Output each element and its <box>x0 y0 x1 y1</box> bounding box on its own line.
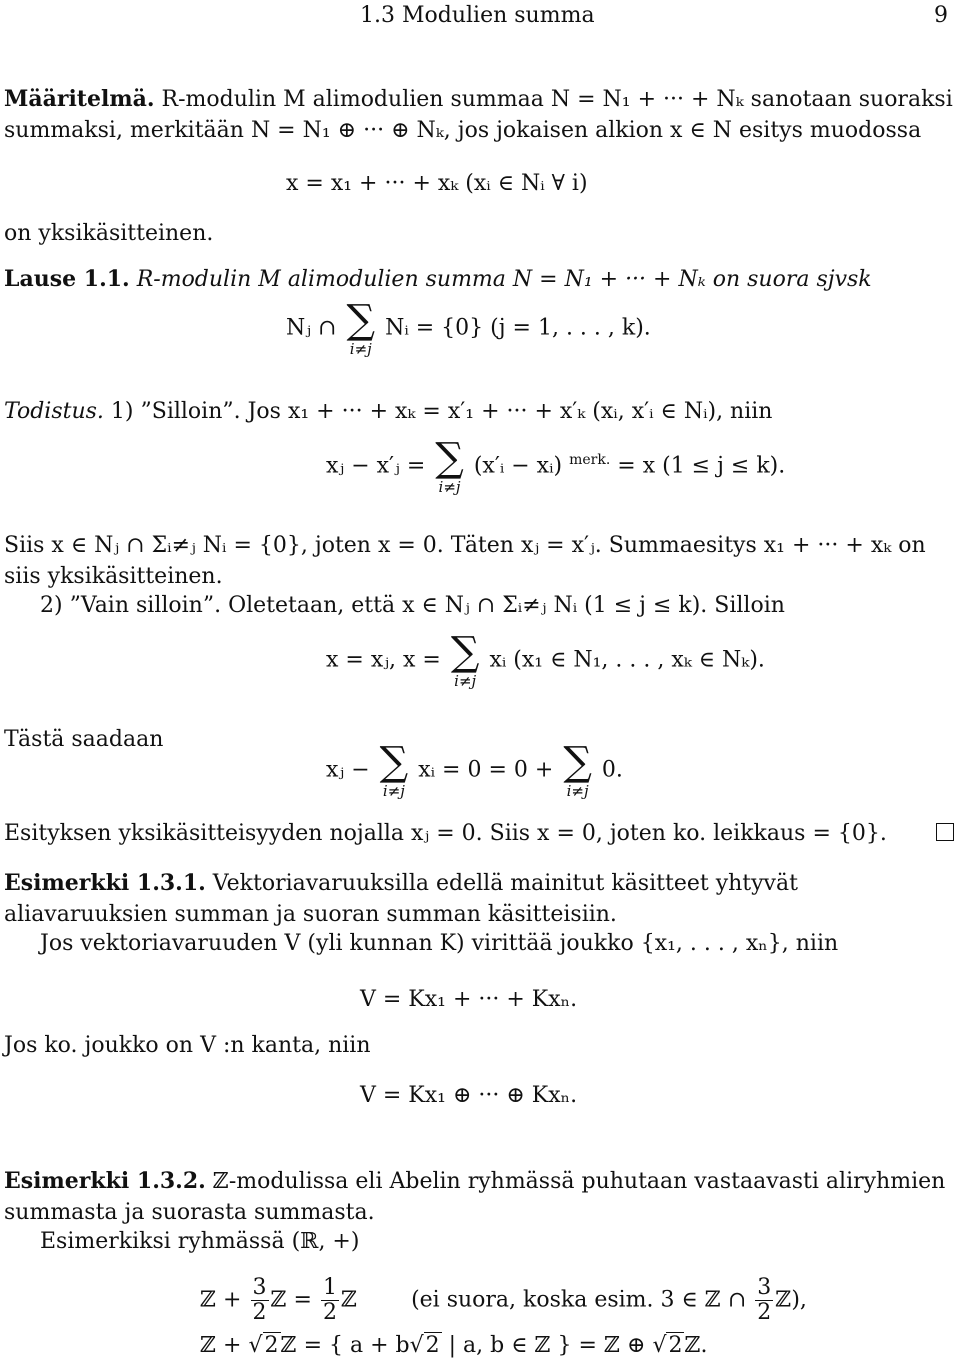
example2-eq1-a: ℤ + <box>200 1287 242 1313</box>
definition-label: Määritelmä. <box>4 86 155 112</box>
proof-eq3-right: 0. <box>601 757 623 783</box>
sqrt-radicand: 2 <box>264 1333 279 1358</box>
proof-eq1-left: xⱼ − x′ⱼ = <box>326 453 426 479</box>
fraction-numerator: 3 <box>757 1275 772 1300</box>
sum-index: i≠j <box>438 478 461 496</box>
proof-eq1-over: merk. <box>569 452 611 469</box>
proof-line3: 2) ”Vain silloin”. Oletetaan, että x ∈ Nⱼ ∩ Σᵢ≠ⱼ Nᵢ (1 ≤ j ≤ k). Silloin <box>40 593 785 618</box>
lemma-formula <box>286 297 651 358</box>
proof-eq3 <box>326 739 623 800</box>
fraction <box>755 1276 773 1325</box>
sqrt-radicand: 2 <box>668 1333 683 1358</box>
example2-eq1-c: ℤ <box>341 1287 358 1313</box>
example2-eq2-d: ℤ. <box>684 1333 708 1358</box>
page-number: 9 <box>934 3 948 28</box>
sum-symbol: ∑ i≠j <box>346 297 376 358</box>
example2-eq2-b: ℤ = { a + b <box>280 1333 410 1358</box>
proof-tasta: Tästä saadaan <box>4 727 164 752</box>
fraction-denominator: 2 <box>757 1300 772 1326</box>
sum-index: i≠j <box>454 672 477 690</box>
example2-eq2-c: | a, b ∈ ℤ } = ℤ ⊕ <box>448 1333 646 1358</box>
example2-paragraph <box>4 1166 956 1228</box>
proof-eq3-mid: xᵢ = 0 = 0 + <box>418 757 554 783</box>
proof-label: Todistus. <box>4 399 104 424</box>
fraction-denominator: 2 <box>323 1300 337 1326</box>
lemma-label: Lause 1.1. <box>4 266 130 292</box>
sum-symbol: ∑ i≠j <box>435 435 464 496</box>
sum-symbol: ∑ i≠j <box>450 629 480 690</box>
example2-eq1-b: ℤ = <box>270 1287 312 1313</box>
sqrt-radicand: 2 <box>425 1333 440 1358</box>
proof-line1 <box>4 396 956 427</box>
example2-eq1 <box>200 1276 807 1325</box>
definition-text: R-modulin M alimodulien summaa N = N₁ + ··· + Nₖ sanotaan suoraksi summaksi, merkitään N = N₁ ⊕ ··· ⊕ Nₖ, jos jokaisen alkion x ∈ N esitys muodossa <box>4 87 953 144</box>
proof-eq2 <box>326 629 765 690</box>
proof-eq1-right: = x (1 ≤ j ≤ k). <box>617 453 786 479</box>
proof-line1-text: 1) ”Silloin”. Jos x₁ + ··· + xₖ = x′₁ + ··· + x′ₖ (xᵢ, x′ᵢ ∈ Nᵢ), niin <box>110 399 773 424</box>
example2-label: Esimerkki 1.3.2. <box>4 1168 206 1194</box>
example2-eq1-end: ℤ), <box>775 1287 807 1313</box>
proof-eq2-left: x = xⱼ, x = <box>326 647 441 673</box>
example1-text2: Jos vektoriavaruuden V (yli kunnan K) virittää joukko {x₁, . . . , xₙ}, niin <box>40 931 839 956</box>
sum-symbol: ∑ i≠j <box>563 739 592 800</box>
example2-text: ℤ-modulissa eli Abelin ryhmässä puhutaan vastaavasti aliryhmien summasta ja suorasta summasta. <box>4 1169 946 1226</box>
lemma-text: R-modulin M alimodulien summa N = N₁ + ··· + Nₖ on suora sjvsk <box>136 267 872 292</box>
definition-after: on yksikäsitteinen. <box>4 221 214 246</box>
example1-eq1: V = Kx₁ + ··· + Kxₙ. <box>360 987 578 1012</box>
fraction-numerator: 3 <box>252 1275 267 1300</box>
proof-conclusion: Esityksen yksikäsitteisyyden nojalla xⱼ = 0. Siis x = 0, joten ko. leikkaus = {0}. <box>4 821 887 846</box>
sum-index: i≠j <box>382 782 405 800</box>
lemma-paragraph <box>4 264 956 295</box>
example1-paragraph <box>4 868 956 930</box>
proof-eq2-right: xᵢ (x₁ ∈ N₁, . . . , xₖ ∈ Nₖ). <box>489 647 765 673</box>
proof-line2: Siis x ∈ Nⱼ ∩ Σᵢ≠ⱼ Nᵢ = {0}, joten x = 0. Täten xⱼ = x′ⱼ. Summaesitys x₁ + ··· + xₖ on siis yksikäsitteinen. <box>4 533 926 590</box>
example2-eq2: ℤ + √2ℤ = { a + b√2 | a, b ∈ ℤ } = ℤ ⊕ √2ℤ. <box>200 1333 708 1358</box>
definition-paragraph <box>4 84 956 146</box>
proof-eq1 <box>326 435 786 496</box>
fraction <box>321 1276 339 1325</box>
fraction <box>251 1276 269 1325</box>
example1-label: Esimerkki 1.3.1. <box>4 870 206 896</box>
example2-text2: Esimerkiksi ryhmässä (ℝ, +) <box>40 1229 360 1254</box>
proof-eq3-left: xⱼ − <box>326 757 370 783</box>
example2-eq2-a: ℤ + <box>200 1333 242 1358</box>
example1-between: Jos ko. joukko on V :n kanta, niin <box>4 1033 371 1058</box>
lemma-formula-left: Nⱼ ∩ <box>286 315 337 341</box>
proof-eq1-mid: (x′ᵢ − xᵢ) <box>473 453 563 479</box>
qed-box-icon <box>936 823 954 841</box>
sum-index: i≠j <box>566 782 589 800</box>
example1-eq2: V = Kx₁ ⊕ ··· ⊕ Kxₙ. <box>360 1083 578 1108</box>
fraction-denominator: 2 <box>252 1300 267 1326</box>
running-header: 1.3 Modulien summa <box>360 3 595 28</box>
fraction-numerator: 1 <box>323 1275 337 1300</box>
sum-symbol: ∑ i≠j <box>379 739 409 800</box>
definition-formula: x = x₁ + ··· + xₖ (xᵢ ∈ Nᵢ ∀ i) <box>286 171 588 196</box>
example1-text: Vektoriavaruuksilla edellä mainitut käsitteet yhtyvät aliavaruuksien summan ja suoran summan käsitteisiin. <box>4 871 798 928</box>
sum-index: i≠j <box>349 340 372 358</box>
example2-eq1-note: (ei suora, koska esim. 3 ∈ ℤ ∩ <box>411 1287 747 1313</box>
lemma-formula-right: Nᵢ = {0} (j = 1, . . . , k). <box>385 315 651 341</box>
